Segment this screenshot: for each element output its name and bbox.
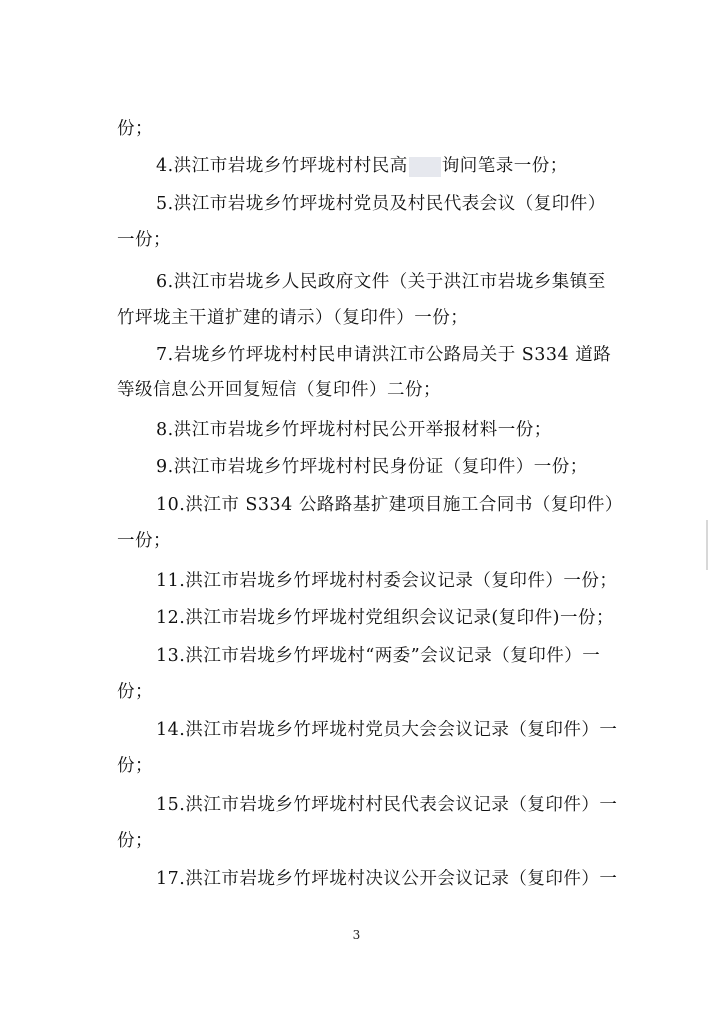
text-line: 5.洪江市岩垅乡竹坪垅村党员及村民代表会议（复印件） (156, 194, 606, 214)
text-line: 份； (117, 831, 153, 851)
text-line: 15.洪江市岩垅乡竹坪垅村村民代表会议记录（复印件）一 (156, 795, 618, 815)
text-line: 14.洪江市岩垅乡竹坪垅村党员大会会议记录（复印件）一 (156, 720, 618, 740)
text-line: 12.洪江市岩垅乡竹坪垅村党组织会议记录(复印件)一份； (156, 608, 614, 628)
text-line: 17.洪江市岩垅乡竹坪垅村决议公开会议记录（复印件）一 (156, 869, 618, 889)
text-line: 一份； (117, 230, 171, 250)
text-line: 6.洪江市岩垅乡人民政府文件（关于洪江市岩垅乡集镇至 (156, 272, 606, 292)
page-number: 3 (352, 928, 361, 942)
text-line: 竹坪垅主干道扩建的请示）（复印件）一份； (117, 308, 469, 328)
scan-edge-mark (706, 520, 708, 570)
text-line: 份； (117, 682, 153, 702)
redaction-mark (409, 157, 441, 177)
text-line: 11.洪江市岩垅乡竹坪垅村村委会议记录（复印件）一份； (156, 571, 618, 591)
text-segment: 询问笔录一份； (441, 156, 568, 176)
text-line: 13.洪江市岩垅乡竹坪垅村“两委”会议记录（复印件）一 (156, 646, 601, 666)
text-line: 一份； (117, 531, 171, 551)
text-line: 8.洪江市岩垅乡竹坪垅村村民公开举报材料一份； (156, 420, 552, 440)
text-line: 份； (117, 756, 153, 776)
text-line: 10.洪江市 S334 公路路基扩建项目施工合同书（复印件） (156, 495, 623, 515)
text-line: 份； (117, 119, 153, 139)
text-line: 7.岩垅乡竹坪垅村村民申请洪江市公路局关于 S334 道路 (156, 345, 612, 365)
text-line: 等级信息公开回复短信（复印件）二份； (117, 380, 441, 400)
text-line: 9.洪江市岩垅乡竹坪垅村村民身份证（复印件）一份； (156, 457, 588, 477)
text-line (156, 154, 568, 178)
text-segment: 4.洪江市岩垅乡竹坪垅村村民高 (156, 156, 408, 176)
